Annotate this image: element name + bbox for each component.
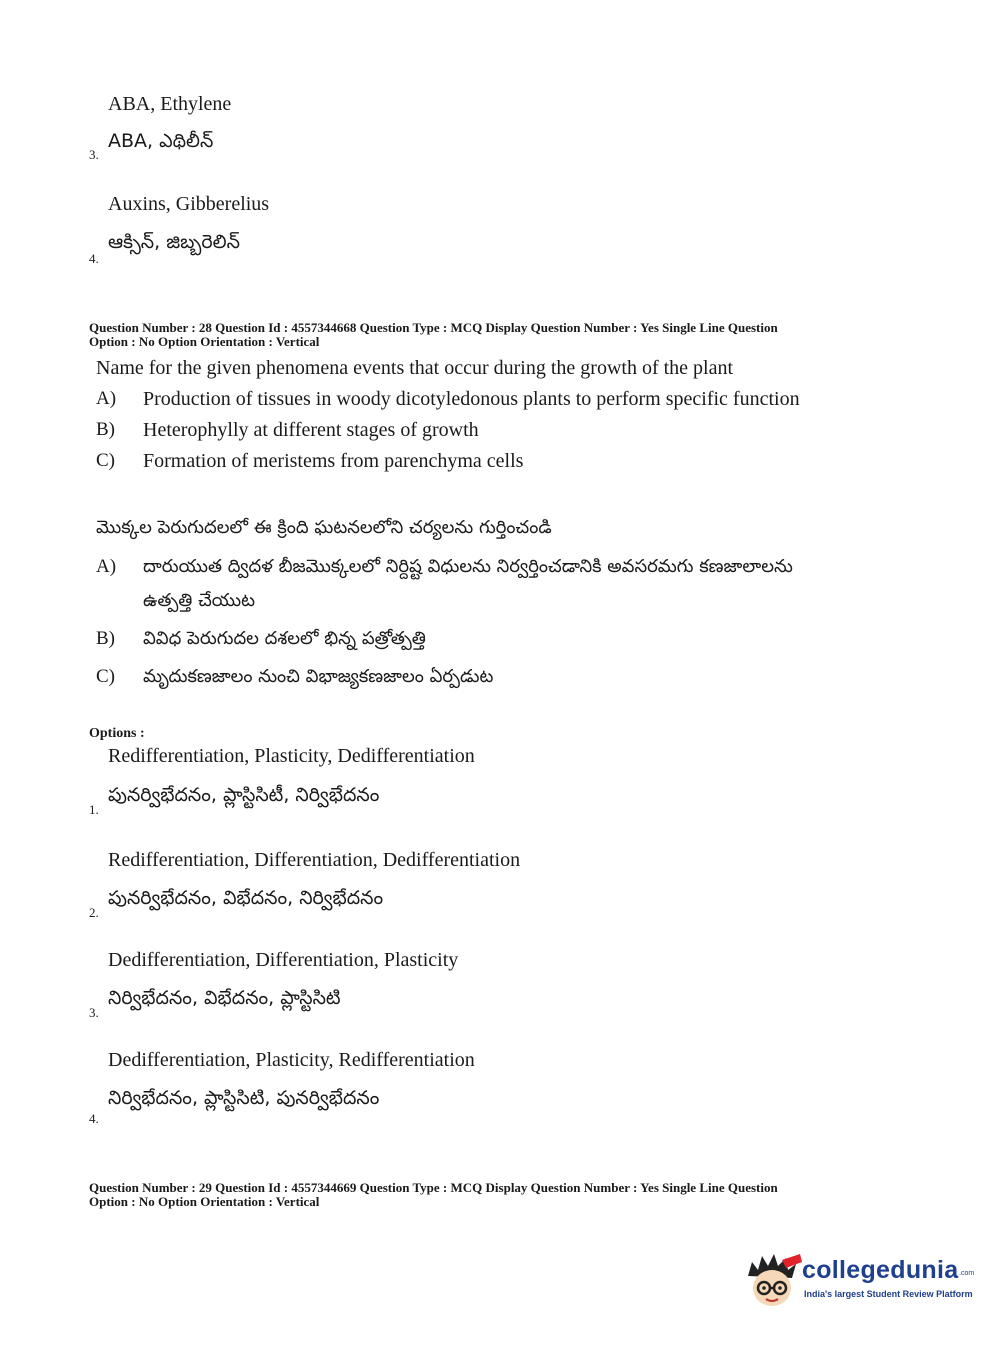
q28-question-english: Name for the given phenomena events that occur during the growth of the plant	[96, 357, 734, 379]
q28-item-a-telugu-label: A)	[96, 556, 117, 577]
option-4-english: Dedifferentiation, Plasticity, Redifferentiation	[108, 1049, 475, 1071]
q28-meta-line2: Option : No Option Orientation : Vertical	[89, 334, 320, 349]
option-3-telugu: నిర్విభేదనం, విభేదనం, ప్లాస్టిసిటి	[108, 987, 341, 1009]
q28-item-c-telugu: మృదుకణజాలం నుంచి విభాజ్యకణజాలం ఏర్పడుట	[143, 666, 494, 687]
prev-option-4-english: Auxins, Gibberelius	[108, 193, 270, 215]
prev-option-4-telugu: ఆక్సిన్, జిబ్బరెలిన్	[108, 231, 240, 253]
option-2-number: 2.	[89, 905, 99, 920]
collegedunia-logo[interactable]	[742, 1250, 975, 1312]
option-1-telugu: పునర్విభేదనం, ప్లాస్టిసిటీ, నిర్విభేదనం	[108, 784, 380, 806]
prev-option-3-number: 3.	[89, 147, 99, 162]
q28-item-c-label: C)	[96, 450, 115, 471]
option-2-telugu: పునర్విభేదనం, విభేదనం, నిర్విభేదనం	[108, 887, 384, 909]
option-1-english: Redifferentiation, Plasticity, Dedifferentiation	[108, 745, 475, 767]
option-1-number: 1.	[89, 802, 99, 817]
option-4-telugu: నిర్విభేదనం, ప్లాస్టిసిటి, పునర్విభేదనం	[108, 1087, 380, 1109]
q28-item-b-english: Heterophylly at different stages of growth	[143, 419, 479, 441]
option-3-number: 3.	[89, 1005, 99, 1020]
q28-meta-line1: Question Number : 28 Question Id : 4557344668 Question Type : MCQ Display Question Number : Yes Single Line Question	[89, 320, 778, 335]
q28-item-a-telugu-line1: దారుయుత ద్విదళ బీజమొక్కలలో నిర్దిష్ట విధులను నిర్వర్తించడానికి అవసరమగు కణజాలాలను	[143, 556, 793, 577]
q28-item-b-telugu: వివిధ పెరుగుదల దశలలో భిన్న పత్రోత్పత్తి	[143, 628, 426, 649]
q29-meta-line2: Option : No Option Orientation : Vertical	[89, 1194, 320, 1209]
logo-tagline: India's largest Student Review Platform	[804, 1289, 973, 1299]
q28-item-c-english: Formation of meristems from parenchyma cells	[143, 450, 524, 472]
option-2-english: Redifferentiation, Differentiation, Dedifferentiation	[108, 849, 521, 871]
q28-item-a-label: A)	[96, 388, 117, 409]
prev-option-3-english: ABA, Ethylene	[108, 93, 232, 115]
q28-item-c-telugu-label: C)	[96, 666, 115, 687]
q28-question-telugu: మొక్కల పెరుగుదలలో ఈ క్రింది ఘటనలలోని చర్యలను గుర్తించండి	[96, 517, 552, 538]
logo-suffix: .com	[959, 1270, 975, 1277]
q28-item-a-english: Production of tissues in woody dicotyledonous plants to perform specific function	[143, 388, 800, 410]
q28-item-a-telugu-line2: ఉత్పత్తి చేయుట	[143, 590, 256, 611]
option-3-english: Dedifferentiation, Differentiation, Plasticity	[108, 949, 459, 971]
prev-option-3-telugu: ABA, ఎథిలీన్	[108, 130, 214, 152]
option-4-number: 4.	[89, 1111, 99, 1126]
q29-meta-line1: Question Number : 29 Question Id : 4557344669 Question Type : MCQ Display Question Number : Yes Single Line Question	[89, 1180, 778, 1195]
mascot-icon	[742, 1250, 804, 1312]
q28-item-b-telugu-label: B)	[96, 628, 115, 649]
options-heading: Options :	[89, 726, 145, 741]
q28-item-b-label: B)	[96, 419, 115, 440]
prev-option-4-number: 4.	[89, 251, 99, 266]
logo-wordmark: collegedunia	[802, 1256, 959, 1284]
